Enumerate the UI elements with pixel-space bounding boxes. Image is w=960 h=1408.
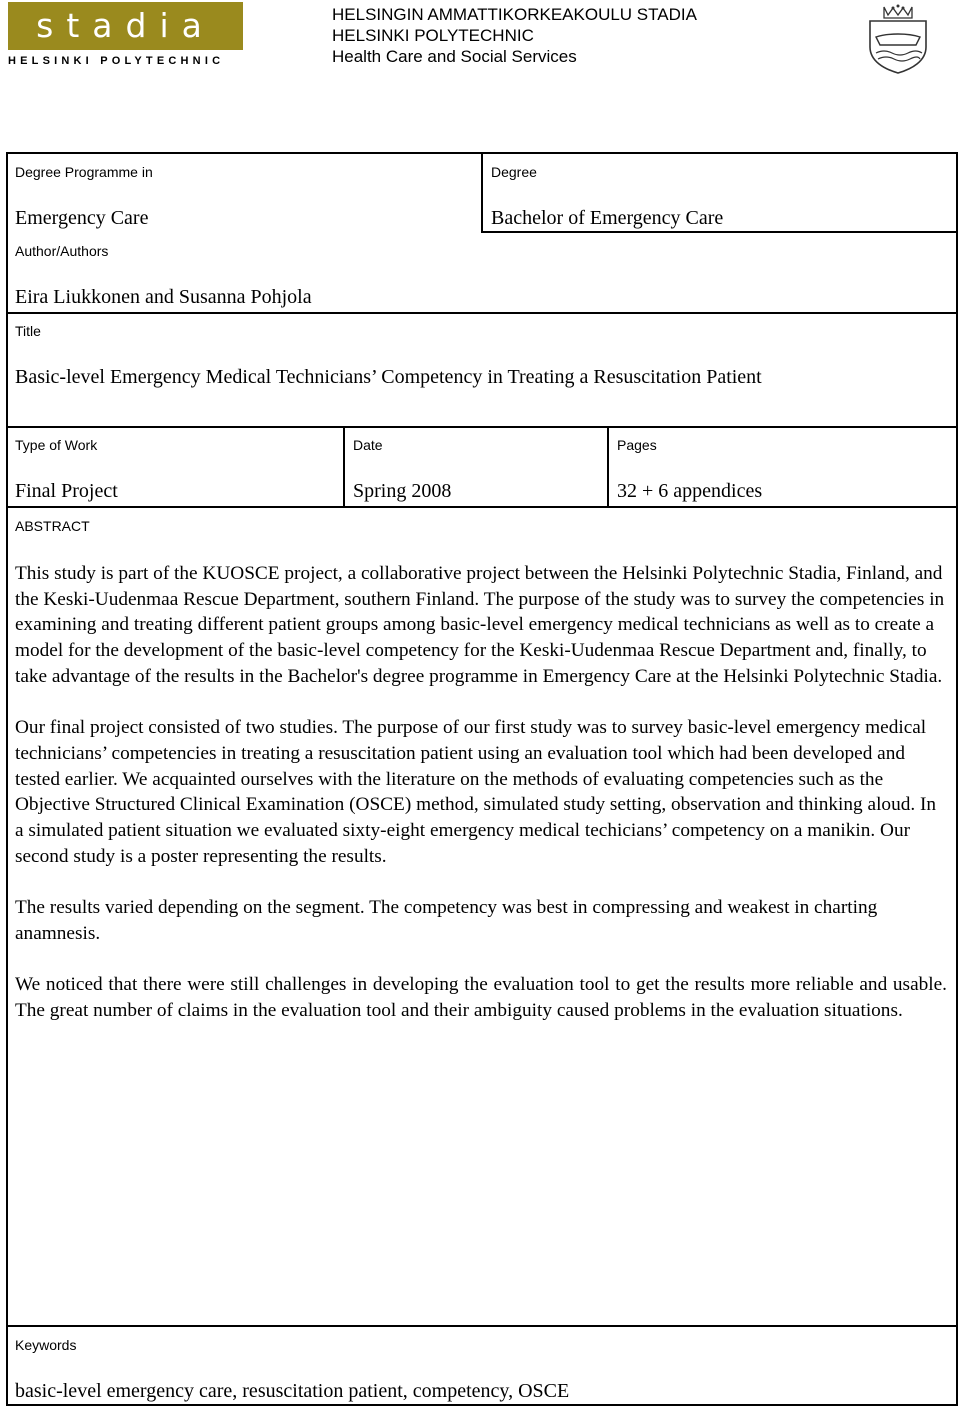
pages-divider: [607, 426, 609, 507]
date-label: Date: [353, 437, 383, 453]
helsinki-coat-of-arms-icon: [866, 3, 930, 75]
degree-value: Bachelor of Emergency Care: [491, 207, 724, 229]
abstract-body: [15, 561, 947, 1049]
abstract-paragraph: We noticed that there were still challenges in developing the evaluation tool to get the results more reliable and usable. The great number of claims in the evaluation tool and their ambiguity caused problems in the evaluation situations.: [15, 974, 947, 1021]
stadia-logo: [8, 2, 243, 50]
logo-wordmark: stadia: [36, 6, 215, 45]
school-line-1: HELSINGIN AMMATTIKORKEAKOULU STADIA: [332, 5, 697, 24]
author-label: Author/Authors: [15, 243, 109, 259]
work-type-value: Final Project: [15, 480, 118, 502]
pages-value: 32 + 6 appendices: [617, 480, 763, 502]
title-bottom-line: [6, 426, 958, 428]
degree-bottom-line: [481, 231, 958, 233]
school-line-3: Health Care and Social Services: [332, 47, 577, 66]
abstract-label: ABSTRACT: [15, 518, 90, 534]
abstract-paragraph: Our final project consisted of two studies. The purpose of our first study was to survey basic-level emergency medical technicians’ competencies in treating a resuscitation patient using an evaluation tool which had been developed and tested earlier. We acquainted ourselves with the literature on the methods of evaluating competencies such as the Objective Structured Clinical Examination (OSCE) method, simulated study setting, observation and thinking aloud. In a simulated patient situation we evaluated sixty-eight emergency medical techicians’ competency on a manikin. Our second study is a poster representing the results.: [15, 717, 937, 867]
school-name-block: [332, 4, 697, 67]
logo-subtitle: HELSINKI POLYTECHNIC: [8, 55, 225, 67]
title-value: Basic-level Emergency Medical Technicians’ Competency in Treating a Resuscitation Patient: [15, 366, 762, 388]
programme-value: Emergency Care: [15, 207, 149, 229]
work-type-label: Type of Work: [15, 437, 98, 453]
degree-label: Degree: [491, 164, 537, 180]
programme-label: Degree Programme in: [15, 164, 153, 180]
keywords-value: basic-level emergency care, resuscitation patient, competency, OSCE: [15, 1380, 570, 1402]
author-value: Eira Liukkonen and Susanna Pohjola: [15, 286, 312, 308]
keywords-label: Keywords: [15, 1337, 77, 1353]
degree-divider: [481, 152, 483, 232]
abstract-bottom-line: [6, 1325, 958, 1327]
pages-label: Pages: [617, 437, 657, 453]
form-right-border: [956, 152, 958, 1406]
title-label: Title: [15, 323, 41, 339]
form-left-border: [6, 152, 8, 1406]
date-divider: [343, 426, 345, 507]
school-line-2: HELSINKI POLYTECHNIC: [332, 26, 534, 45]
date-value: Spring 2008: [353, 480, 452, 502]
author-bottom-line: [6, 312, 958, 314]
form-bottom-border: [6, 1404, 958, 1406]
abstract-paragraph: The results varied depending on the segment. The competency was best in compressing and weakest in charting anamnesis.: [15, 897, 878, 944]
worktype-bottom-line: [6, 506, 958, 508]
abstract-paragraph: This study is part of the KUOSCE project, a collaborative project between the Helsinki Polytechnic Stadia, Finland, and the Keski-Uudenmaa Rescue Department, southern Finland. The purpose of the study was to survey the competencies in examining and treating different patient groups among basic-level emergency medical technicians as well as to create a model for the development of the basic-level competency for the Keski-Uudenmaa Rescue Department and, finally, to take advantage of the results in the Bachelor's degree programme in Emergency Care at the Helsinki Polytechnic Stadia.: [15, 563, 945, 687]
